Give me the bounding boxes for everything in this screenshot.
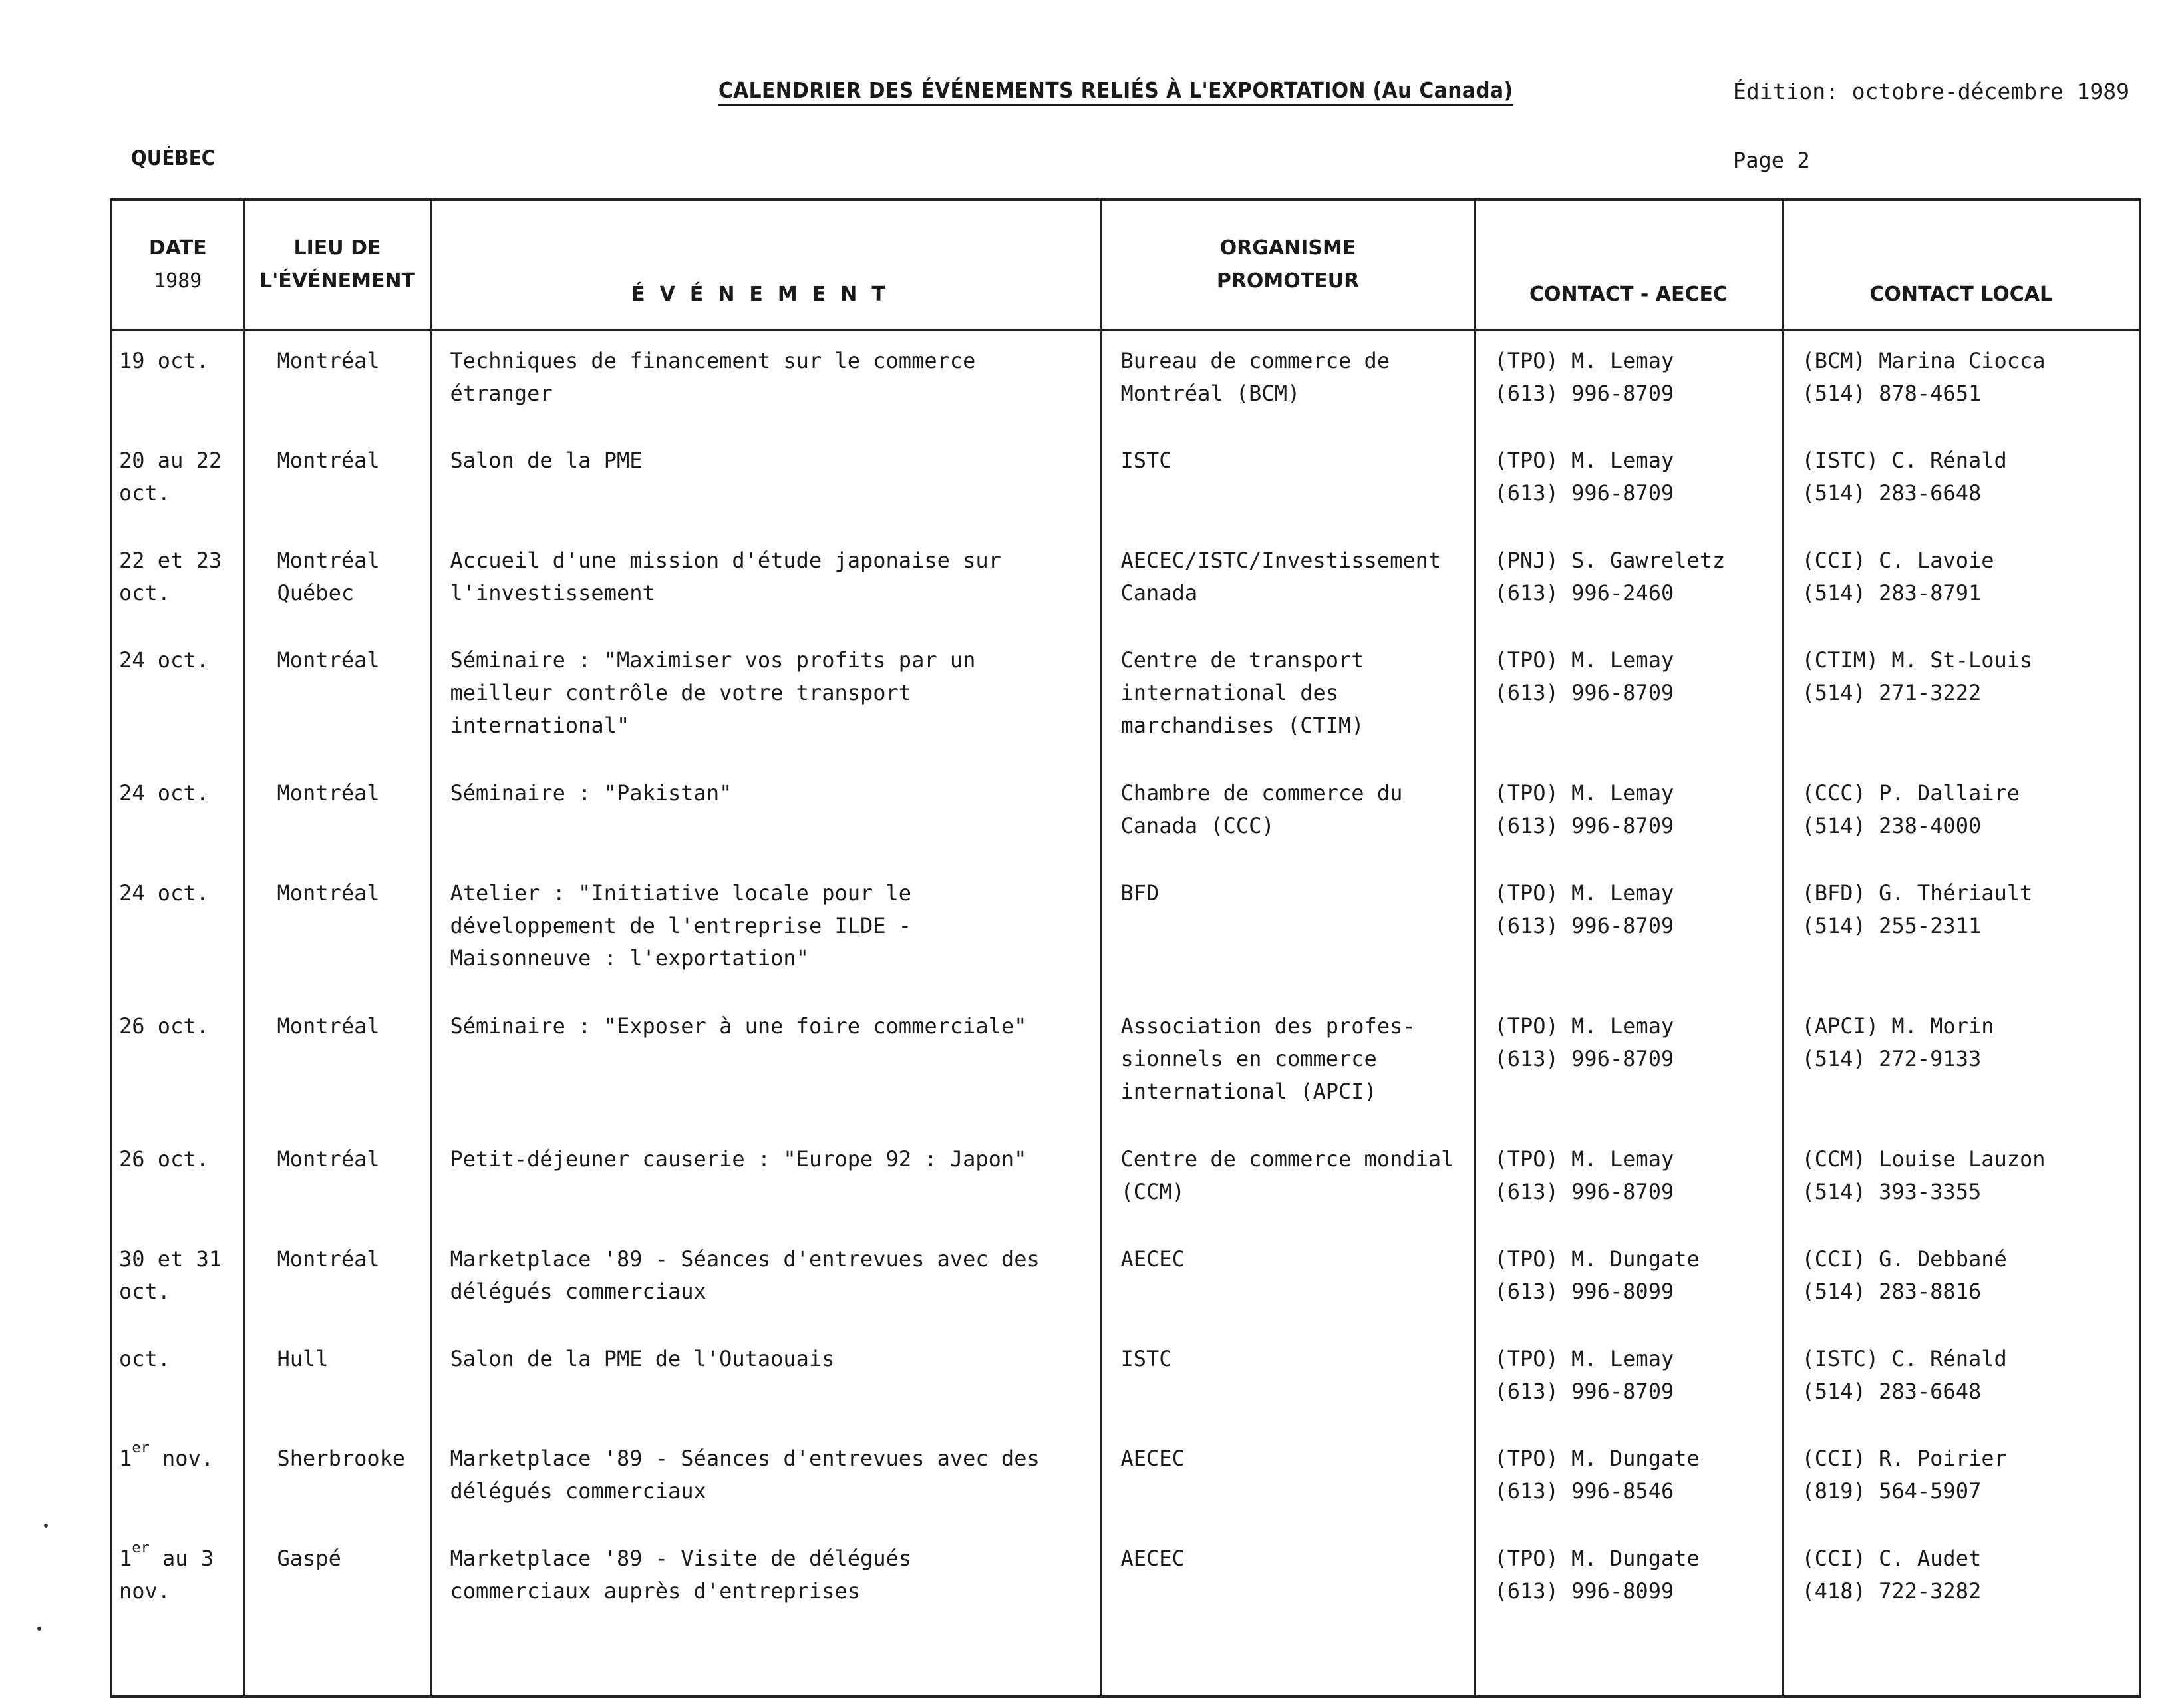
cell-organizer: AECEC — [1101, 1429, 1475, 1529]
table-row — [111, 330, 2140, 431]
cell-contact-aecec: (TPO) M. Lemay (613) 996-8709 — [1475, 1130, 1782, 1230]
cell-date: 26 oct. — [111, 997, 244, 1130]
cell-date: 24 oct. — [111, 631, 244, 764]
date-header-label: DATE — [148, 236, 207, 259]
cell-place: Montréal — [244, 631, 430, 764]
column-header-contact-local — [1782, 200, 2140, 330]
cell-contact-local: (CTIM) M. St-Louis (514) 271-3222 — [1782, 631, 2140, 764]
cell-contact-local: (BFD) G. Thériault (514) 255-2311 — [1782, 864, 2140, 997]
cell-event: Techniques de financement sur le commerce étranger — [430, 330, 1101, 431]
cell-contact-aecec: (PNJ) S. Gawreletz (613) 996-2460 — [1475, 531, 1782, 631]
edition-label: Édition: octobre-décembre 1989 — [1733, 79, 2130, 104]
cell-place: Montréal — [244, 1230, 430, 1329]
cell-event: Salon de la PME de l'Outaouais — [430, 1329, 1101, 1429]
cell-contact-local: (CCC) P. Dallaire (514) 238-4000 — [1782, 764, 2140, 864]
cell-event: Marketplace '89 - Visite de délégués commerciaux auprès d'entreprises — [430, 1529, 1101, 1697]
page-number: Page 2 — [1733, 148, 1810, 173]
cell-organizer: AECEC — [1101, 1230, 1475, 1329]
cell-date: 24 oct. — [111, 764, 244, 864]
cell-place: Montréal Québec — [244, 531, 430, 631]
cell-event: Séminaire : "Pakistan" — [430, 764, 1101, 864]
column-header-contact-aecec — [1475, 200, 1782, 330]
cell-contact-local: (ISTC) C. Rénald (514) 283-6648 — [1782, 1329, 2140, 1429]
cell-contact-local: (APCI) M. Morin (514) 272-9133 — [1782, 997, 2140, 1130]
table-row — [111, 764, 2140, 864]
date-ordinal: er — [132, 1540, 150, 1556]
cell-event: Accueil d'une mission d'étude japonaise sur l'investissement — [430, 531, 1101, 631]
cell-place: Montréal — [244, 1130, 430, 1230]
column-header-event — [430, 200, 1101, 330]
cell-organizer: Centre de transport international des marchandises (CTIM) — [1101, 631, 1475, 764]
column-header-date — [111, 200, 244, 330]
cell-date: 20 au 22 oct. — [111, 431, 244, 531]
cell-contact-aecec: (TPO) M. Lemay (613) 996-8709 — [1475, 997, 1782, 1130]
cell-date: 22 et 23 oct. — [111, 531, 244, 631]
date-ordinal: er — [132, 1440, 150, 1456]
cell-place: Gaspé — [244, 1529, 430, 1697]
contact-local-header-label: CONTACT LOCAL — [1869, 283, 2053, 306]
document-title: CALENDRIER DES ÉVÉNEMENTS RELIÉS À L'EXPORTATION (Au Canada) — [718, 77, 1513, 103]
cell-contact-local: (CCI) C. Audet (418) 722-3282 — [1782, 1529, 2140, 1697]
cell-organizer: Centre de commerce mondial (CCM) — [1101, 1130, 1475, 1230]
cell-date: 30 et 31 oct. — [111, 1230, 244, 1329]
table-row — [111, 1429, 2140, 1529]
cell-place: Sherbrooke — [244, 1429, 430, 1529]
cell-contact-local: (CCI) R. Poirier (819) 564-5907 — [1782, 1429, 2140, 1529]
cell-date — [111, 1529, 244, 1697]
table-body — [111, 330, 2140, 1697]
cell-event: Marketplace '89 - Séances d'entrevues avec des délégués commerciaux — [430, 1429, 1101, 1529]
scan-speck — [44, 1524, 48, 1528]
cell-event: Séminaire : "Maximiser vos profits par un meilleur contrôle de votre transport international" — [430, 631, 1101, 764]
cell-organizer: AECEC/ISTC/Investissement Canada — [1101, 531, 1475, 631]
cell-contact-local: (BCM) Marina Ciocca (514) 878-4651 — [1782, 330, 2140, 431]
cell-organizer: Chambre de commerce du Canada (CCC) — [1101, 764, 1475, 864]
events-calendar-table — [110, 198, 2141, 1698]
cell-place: Montréal — [244, 864, 430, 997]
date-rest: nov. — [149, 1446, 214, 1471]
date-rest: au 3 nov. — [119, 1546, 214, 1604]
cell-date: oct. — [111, 1329, 244, 1429]
date-day: 1 — [119, 1446, 132, 1471]
cell-contact-aecec: (TPO) M. Dungate (613) 996-8099 — [1475, 1230, 1782, 1329]
cell-contact-aecec: (TPO) M. Dungate (613) 996-8546 — [1475, 1429, 1782, 1529]
cell-contact-aecec: (TPO) M. Lemay (613) 996-8709 — [1475, 764, 1782, 864]
table-header-row — [111, 200, 2140, 330]
cell-place: Montréal — [244, 330, 430, 431]
date-day: 1 — [119, 1546, 132, 1571]
cell-date: 19 oct. — [111, 330, 244, 431]
table-row — [111, 1529, 2140, 1697]
table-row — [111, 631, 2140, 764]
cell-contact-aecec: (TPO) M. Lemay (613) 996-8709 — [1475, 1329, 1782, 1429]
cell-contact-aecec: (TPO) M. Lemay (613) 996-8709 — [1475, 431, 1782, 531]
place-header-label: LIEU DE L'ÉVÉNEMENT — [259, 236, 416, 293]
cell-place: Hull — [244, 1329, 430, 1429]
cell-contact-local: (CCI) G. Debbané (514) 283-8816 — [1782, 1230, 2140, 1329]
column-header-organizer — [1101, 200, 1475, 330]
cell-organizer: ISTC — [1101, 1329, 1475, 1429]
cell-contact-local: (CCM) Louise Lauzon (514) 393-3355 — [1782, 1130, 2140, 1230]
event-header-label: ÉVÉNEMENT — [631, 283, 900, 306]
cell-contact-aecec: (TPO) M. Lemay (613) 996-8709 — [1475, 864, 1782, 997]
cell-place: Montréal — [244, 764, 430, 864]
cell-organizer: Association des profes- sionnels en commerce international (APCI) — [1101, 997, 1475, 1130]
cell-date — [111, 1429, 244, 1529]
cell-event: Marketplace '89 - Séances d'entrevues avec des délégués commerciaux — [430, 1230, 1101, 1329]
cell-place: Montréal — [244, 431, 430, 531]
table-row — [111, 1130, 2140, 1230]
cell-contact-local: (ISTC) C. Rénald (514) 283-6648 — [1782, 431, 2140, 531]
scan-speck — [37, 1627, 41, 1631]
cell-contact-aecec: (TPO) M. Dungate (613) 996-8099 — [1475, 1529, 1782, 1697]
column-header-place — [244, 200, 430, 330]
cell-organizer: ISTC — [1101, 431, 1475, 531]
cell-contact-local: (CCI) C. Lavoie (514) 283-8791 — [1782, 531, 2140, 631]
cell-event: Salon de la PME — [430, 431, 1101, 531]
cell-date: 26 oct. — [111, 1130, 244, 1230]
cell-contact-aecec: (TPO) M. Lemay (613) 996-8709 — [1475, 631, 1782, 764]
date-header-year: 1989 — [154, 269, 202, 293]
table-row — [111, 1329, 2140, 1429]
organizer-header-label: ORGANISME PROMOTEUR — [1216, 236, 1360, 293]
cell-event: Atelier : "Initiative locale pour le développement de l'entreprise ILDE - Maisonneuve : l'exportation" — [430, 864, 1101, 997]
table-row — [111, 864, 2140, 997]
contact-aecec-header-label: CONTACT - AECEC — [1529, 283, 1728, 306]
table-row — [111, 531, 2140, 631]
table-row — [111, 997, 2140, 1130]
cell-contact-aecec: (TPO) M. Lemay (613) 996-8709 — [1475, 330, 1782, 431]
cell-event: Séminaire : "Exposer à une foire commerciale" — [430, 997, 1101, 1130]
table-row — [111, 1230, 2140, 1329]
cell-organizer: BFD — [1101, 864, 1475, 997]
region-heading: QUÉBEC — [131, 146, 216, 170]
cell-date: 24 oct. — [111, 864, 244, 997]
table-row — [111, 431, 2140, 531]
cell-place: Montréal — [244, 997, 430, 1130]
cell-organizer: AECEC — [1101, 1529, 1475, 1697]
cell-organizer: Bureau de commerce de Montréal (BCM) — [1101, 330, 1475, 431]
cell-event: Petit-déjeuner causerie : "Europe 92 : Japon" — [430, 1130, 1101, 1230]
